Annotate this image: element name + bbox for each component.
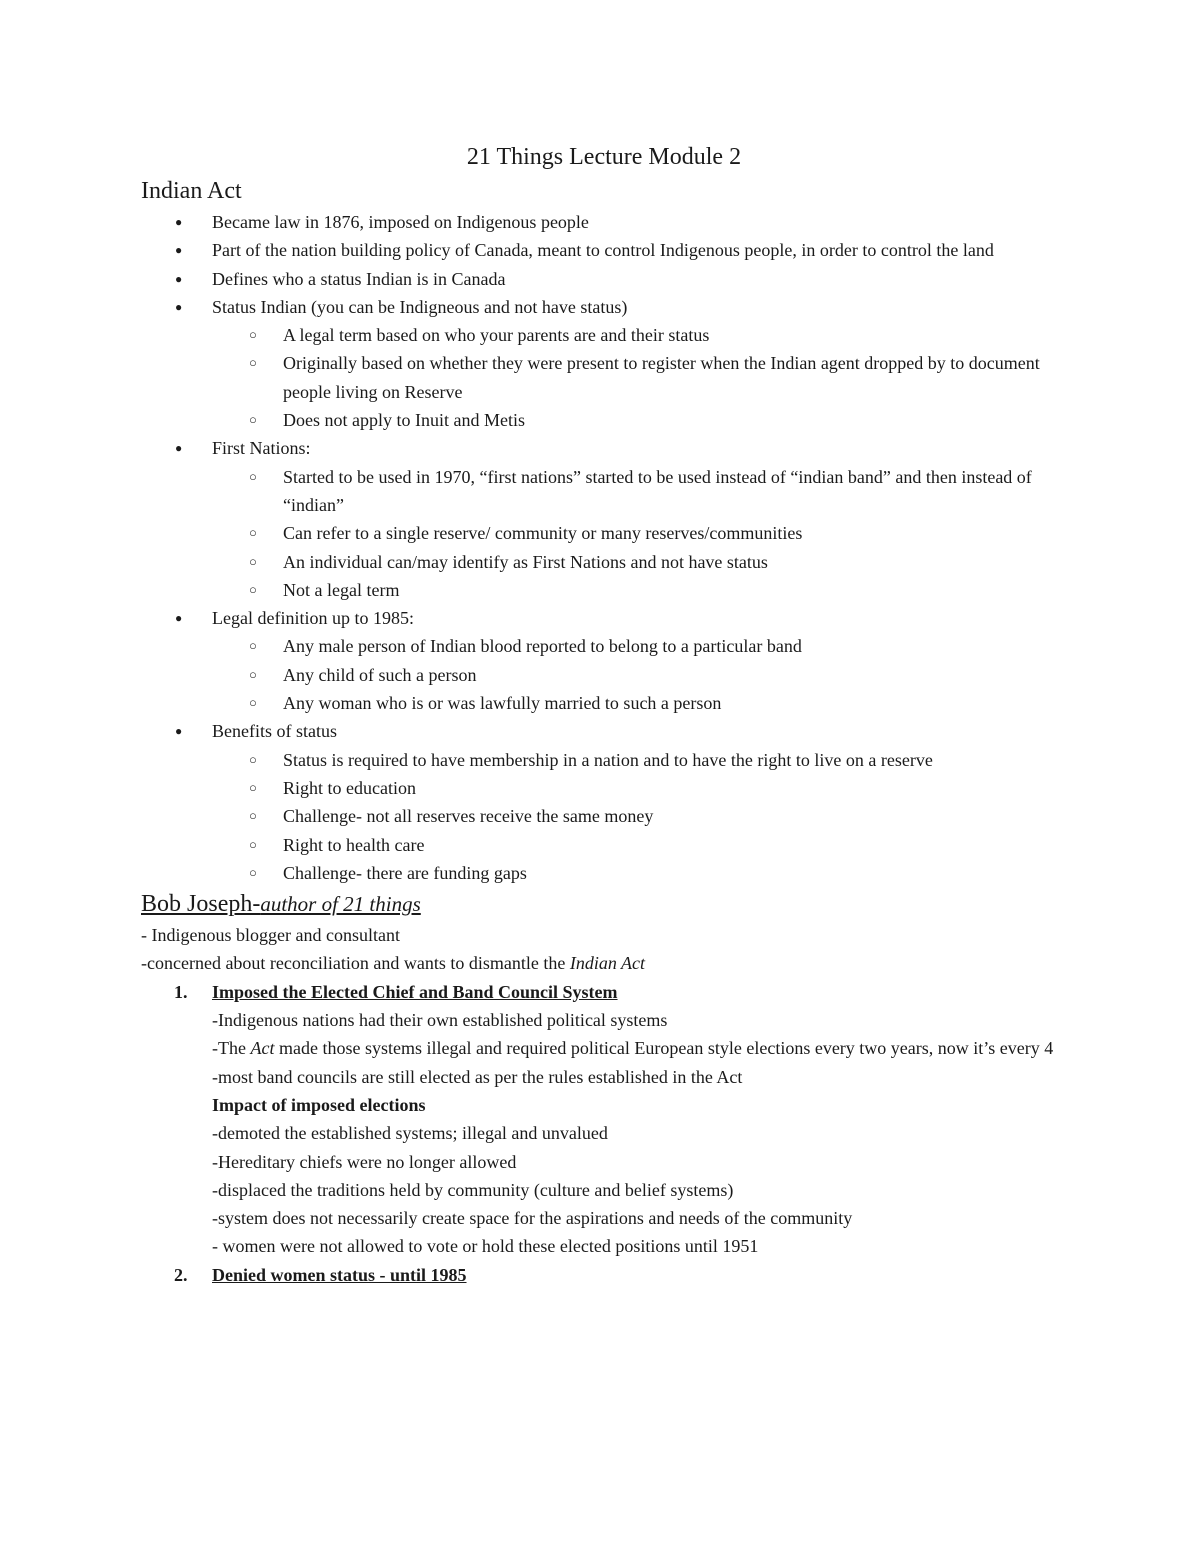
- item-line-text: made those systems illegal and required political European style elections every two years, now it’s every 4: [274, 1038, 1054, 1059]
- bullet-circle: ○: [249, 695, 257, 711]
- bullet-circle: ○: [249, 808, 257, 824]
- sub-list-item: [249, 349, 1061, 406]
- item-number: 1.: [174, 981, 188, 1002]
- item-heading: Imposed the Elected Chief and Band Council System: [212, 981, 618, 1002]
- document-page: [141, 140, 1061, 1289]
- sub-list-item: [249, 406, 1061, 434]
- bullet-dot: ●: [175, 611, 183, 626]
- sub-list-item-text: Any child of such a person: [283, 664, 477, 685]
- list-item-text: Status Indian (you can be Indigneous and not have status): [212, 296, 628, 317]
- list-item-text: Legal definition up to 1985:: [212, 608, 414, 629]
- bob-joseph-heading-text: Bob Joseph-: [141, 891, 261, 918]
- sub-list-item-text: An individual can/may identify as First Nations and not have status: [283, 551, 768, 572]
- sub-list-item-text: Not a legal term: [283, 579, 400, 600]
- bullet-circle: ○: [249, 836, 257, 852]
- sub-list-item: [249, 689, 1061, 717]
- sub-list-item: [249, 661, 1061, 689]
- sub-list-item-text: Status is required to have membership in a nation and to have the right to live on a reserve: [283, 749, 933, 770]
- bullet-circle: ○: [249, 327, 257, 343]
- sub-list-item-text: Any woman who is or was lawfully married to such a person: [283, 693, 722, 714]
- sub-list-item-text: Right to education: [283, 777, 416, 798]
- numbered-item-1: [174, 978, 1061, 1261]
- sub-list-item: [249, 548, 1061, 576]
- bullet-dot: ●: [175, 441, 183, 456]
- numbered-item-2: [174, 1261, 1061, 1289]
- sub-list-item-text: Originally based on whether they were present to register when the Indian agent dropped by to document people living on Reserve: [283, 353, 1040, 402]
- list-item-text: Benefits of status: [212, 721, 337, 742]
- sub-list: [212, 746, 1061, 887]
- list-item: [175, 434, 1061, 604]
- list-item: [175, 265, 1061, 293]
- sub-list-item: [249, 463, 1061, 520]
- item-subheading: Impact of imposed elections: [212, 1094, 426, 1115]
- impact-line: -displaced the traditions held by community (culture and belief systems): [212, 1179, 734, 1200]
- section-heading-indian-act: Indian Act: [141, 178, 242, 204]
- item-line-italic: Act: [250, 1038, 275, 1059]
- bullet-dot: ●: [175, 299, 183, 314]
- sub-list-item: [249, 321, 1061, 349]
- numbered-list: [141, 978, 1061, 1289]
- item-number: 2.: [174, 1264, 188, 1285]
- bullet-circle: ○: [249, 525, 257, 541]
- bio-line-2-text: -concerned about reconciliation and wants to dismantle the: [141, 953, 570, 974]
- bullet-circle: ○: [249, 666, 257, 682]
- bob-joseph-heading-italic: author of 21 things: [260, 892, 421, 917]
- bullet-circle: ○: [249, 412, 257, 428]
- bio-line-2: [141, 949, 1061, 977]
- bullet-circle: ○: [249, 468, 257, 484]
- section-heading-bob-joseph: [141, 887, 1061, 921]
- bullet-circle: ○: [249, 581, 257, 597]
- bullet-circle: ○: [249, 638, 257, 654]
- sub-list-item: [249, 831, 1061, 859]
- item-line: -Indigenous nations had their own established political systems: [212, 1010, 668, 1031]
- list-item-text: Defines who a status Indian is in Canada: [212, 268, 506, 289]
- sub-list-item: [249, 802, 1061, 830]
- bullet-dot: ●: [175, 215, 183, 229]
- impact-line: - women were not allowed to vote or hold these elected positions until 1951: [212, 1236, 759, 1257]
- list-item-text: Became law in 1876, imposed on Indigenous people: [212, 212, 589, 232]
- sub-list-item-text: Does not apply to Inuit and Metis: [283, 410, 525, 431]
- sub-list-item-text: Challenge- there are funding gaps: [283, 862, 527, 883]
- bullet-dot: ●: [175, 724, 183, 739]
- sub-list-item: [249, 859, 1061, 887]
- sub-list: [212, 463, 1061, 604]
- bullet-circle: ○: [249, 751, 257, 767]
- sub-list-item-text: Can refer to a single reserve/ community or many reserves/communities: [283, 523, 803, 544]
- impact-line: -system does not necessarily create space for the aspirations and needs of the community: [212, 1208, 853, 1229]
- list-item: [175, 208, 1061, 236]
- sub-list-item-text: Right to health care: [283, 834, 425, 855]
- list-item-text: Part of the nation building policy of Canada, meant to control Indigenous people, in order to control the land: [212, 240, 994, 261]
- sub-list-item: [249, 632, 1061, 660]
- bio-line-2-italic: Indian Act: [569, 953, 646, 974]
- list-item: [175, 236, 1061, 264]
- impact-line: -Hereditary chiefs were no longer allowed: [212, 1151, 517, 1172]
- page-title: 21 Things Lecture Module 2: [466, 144, 742, 170]
- bullet-dot: ●: [175, 271, 183, 286]
- bio-line-1: - Indigenous blogger and consultant: [141, 925, 400, 946]
- list-item-text: First Nations:: [212, 438, 311, 459]
- item-line-text: -The: [212, 1038, 251, 1059]
- sub-list-item-text: Any male person of Indian blood reported to belong to a particular band: [283, 636, 802, 657]
- bullet-circle: ○: [249, 553, 257, 569]
- sub-list-item: [249, 519, 1061, 547]
- bullet-dot: ●: [175, 243, 183, 258]
- sub-list-item: [249, 774, 1061, 802]
- impact-line: -demoted the established systems; illegal and unvalued: [212, 1123, 608, 1144]
- sub-list: [212, 632, 1061, 717]
- sub-list: [212, 321, 1061, 434]
- sub-list-item-text: Challenge- not all reserves receive the same money: [283, 806, 654, 827]
- item-line: [212, 1034, 1061, 1062]
- indian-act-list: [141, 208, 1061, 887]
- list-item: [175, 293, 1061, 434]
- list-item: [175, 717, 1061, 887]
- item-heading: Denied women status - until 1985: [212, 1264, 467, 1285]
- item-line: -most band councils are still elected as per the rules established in the Act: [212, 1066, 743, 1087]
- sub-list-item-text: A legal term based on who your parents are and their status: [283, 325, 710, 346]
- bullet-circle: ○: [249, 355, 257, 371]
- sub-list-item-text: Started to be used in 1970, “first nations” started to be used instead of “indian band” and then instead of “indian”: [283, 466, 1032, 515]
- sub-list-item: [249, 746, 1061, 774]
- sub-list-item: [249, 576, 1061, 604]
- list-item: [175, 604, 1061, 717]
- bullet-circle: ○: [249, 864, 257, 880]
- bullet-circle: ○: [249, 779, 257, 795]
